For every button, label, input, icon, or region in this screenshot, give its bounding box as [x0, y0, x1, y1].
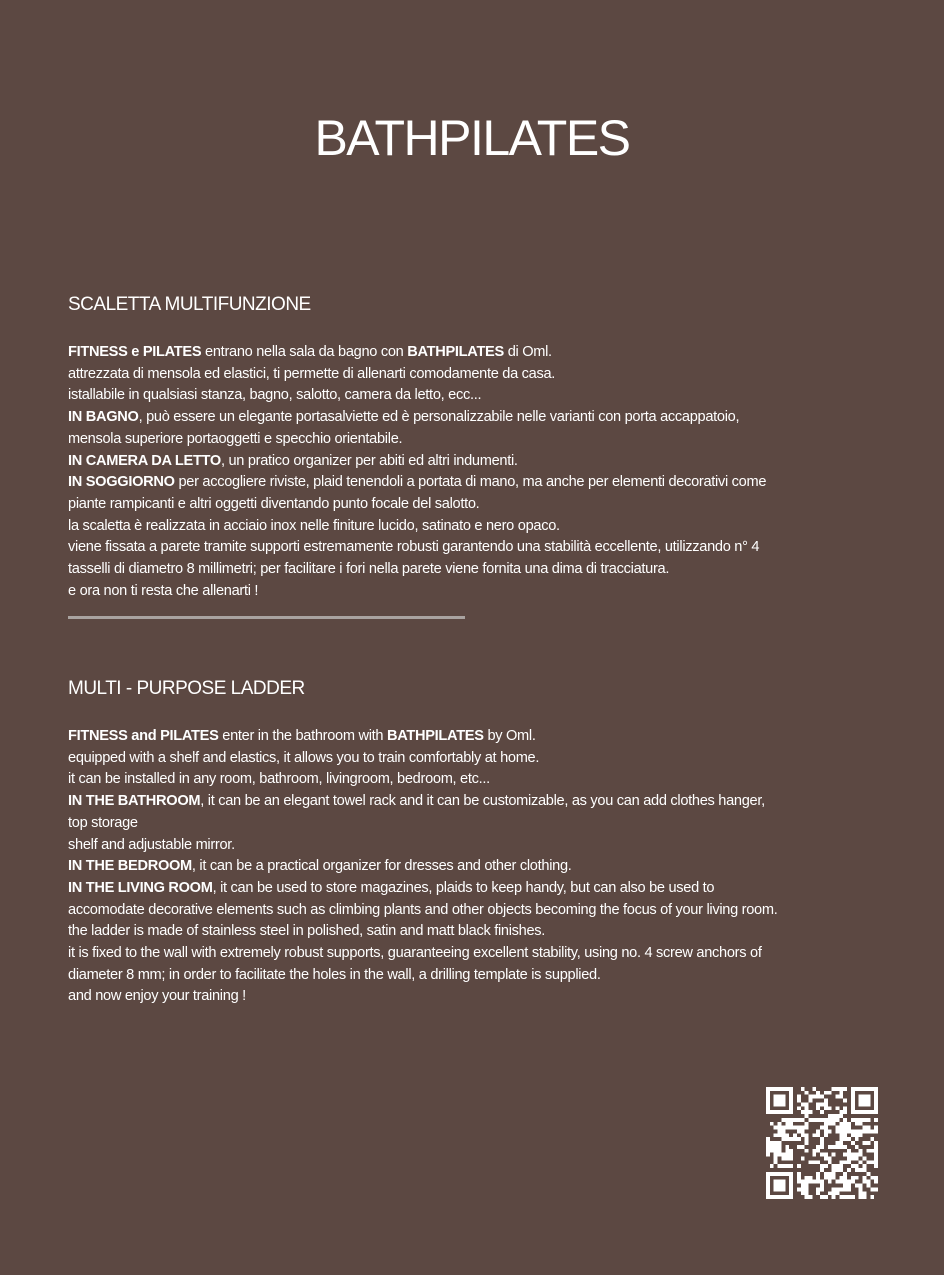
bold-text: IN THE LIVING ROOM	[68, 879, 213, 896]
italian-section-heading: SCALETTA MULTIFUNZIONE	[68, 294, 311, 315]
plain-text: per accogliere riviste, plaid tenendoli a portata di mano, ma anche per elementi decorativi come	[174, 474, 767, 491]
english-section	[68, 676, 878, 1008]
text-line	[68, 364, 878, 386]
plain-text: e ora non ti resta che allenarti !	[68, 582, 259, 599]
text-line	[68, 769, 878, 791]
italian-description	[68, 342, 878, 602]
plain-text: di Oml.	[503, 344, 552, 360]
text-line	[68, 407, 878, 429]
text-line	[68, 726, 878, 748]
bold-text: IN BAGNO	[68, 409, 139, 426]
bold-text: BATHPILATES	[407, 344, 504, 360]
plain-text: top storage	[68, 814, 138, 831]
text-line	[68, 451, 878, 473]
plain-text: piante rampicanti e altri oggetti diventando punto focale del salotto.	[68, 495, 480, 512]
plain-text: la scaletta è realizzata in acciaio inox nelle finiture lucido, satinato e nero opaco.	[68, 517, 560, 534]
bold-text: FITNESS and PILATES	[68, 728, 219, 744]
qr-code-icon[interactable]	[766, 1087, 878, 1199]
bold-text: IN SOGGIORNO	[68, 474, 175, 491]
text-line	[68, 900, 878, 922]
text-line	[68, 537, 878, 559]
text-line	[68, 986, 878, 1008]
text-line	[68, 494, 878, 516]
plain-text: viene fissata a parete tramite supporti estremamente robusti garantendo una stabilità eccellente, utilizzando n° 4	[68, 539, 760, 556]
plain-text: , it can be a practical organizer for dresses and other clothing.	[191, 858, 572, 875]
text-line	[68, 559, 878, 581]
plain-text: mensola superiore portaoggetti e specchio orientabile.	[68, 430, 403, 447]
italian-section	[68, 292, 878, 602]
text-line	[68, 748, 878, 770]
plain-text: diameter 8 mm; in order to facilitate the holes in the wall, a drilling template is supplied.	[68, 966, 601, 983]
text-line	[68, 856, 878, 878]
plain-text: the ladder is made of stainless steel in polished, satin and matt black finishes.	[68, 923, 546, 940]
bold-text: IN CAMERA DA LETTO	[68, 452, 221, 469]
text-line	[68, 385, 878, 407]
text-line	[68, 581, 878, 603]
plain-text: by Oml.	[483, 728, 536, 744]
plain-text: it can be installed in any room, bathroom, livingroom, bedroom, etc...	[68, 771, 490, 788]
plain-text: and now enjoy your training !	[68, 988, 246, 1005]
plain-text: istallabile in qualsiasi stanza, bagno, salotto, camera da letto, ecc...	[68, 387, 482, 404]
bold-text: BATHPILATES	[386, 728, 484, 744]
text-line	[68, 342, 878, 364]
bold-text: IN THE BEDROOM	[68, 858, 192, 875]
plain-text: entrano nella sala da bagno con	[201, 344, 408, 360]
text-line	[68, 943, 878, 965]
plain-text: it is fixed to the wall with extremely robust supports, guaranteeing excellent stability, using no. 4 screw anchors of	[68, 945, 762, 962]
plain-text: enter in the bathroom with	[218, 728, 387, 744]
section-divider	[68, 616, 465, 619]
page-title: BATHPILATES	[314, 110, 630, 166]
english-description	[68, 726, 878, 1008]
text-line	[68, 813, 878, 835]
text-line	[68, 472, 878, 494]
text-line	[68, 878, 878, 900]
plain-text: , it can be used to store magazines, plaids to keep handy, but can also be used to	[212, 879, 715, 896]
bold-text: FITNESS e PILATES	[68, 344, 202, 360]
plain-text: , it can be an elegant towel rack and it can be customizable, as you can add clothes hanger,	[200, 793, 765, 810]
plain-text: , un pratico organizer per abiti ed altri indumenti.	[220, 452, 518, 469]
text-line	[68, 965, 878, 987]
text-line	[68, 835, 878, 857]
text-line	[68, 921, 878, 943]
plain-text: attrezzata di mensola ed elastici, ti permette di allenarti comodamente da casa.	[68, 365, 556, 382]
bold-text: IN THE BATHROOM	[68, 793, 201, 810]
plain-text: equipped with a shelf and elastics, it allows you to train comfortably at home.	[68, 749, 540, 766]
plain-text: shelf and adjustable mirror.	[68, 836, 235, 853]
text-line	[68, 429, 878, 451]
text-line	[68, 791, 878, 813]
english-section-heading: MULTI - PURPOSE LADDER	[68, 678, 305, 699]
plain-text: , può essere un elegante portasalviette ed è personalizzabile nelle varianti con porta accappatoio,	[138, 409, 740, 426]
text-line	[68, 516, 878, 538]
plain-text: accomodate decorative elements such as climbing plants and other objects becoming the focus of your living room.	[68, 901, 778, 918]
plain-text: tasselli di diametro 8 millimetri; per facilitare i fori nella parete viene fornita una dima di tracciatura.	[68, 561, 670, 578]
